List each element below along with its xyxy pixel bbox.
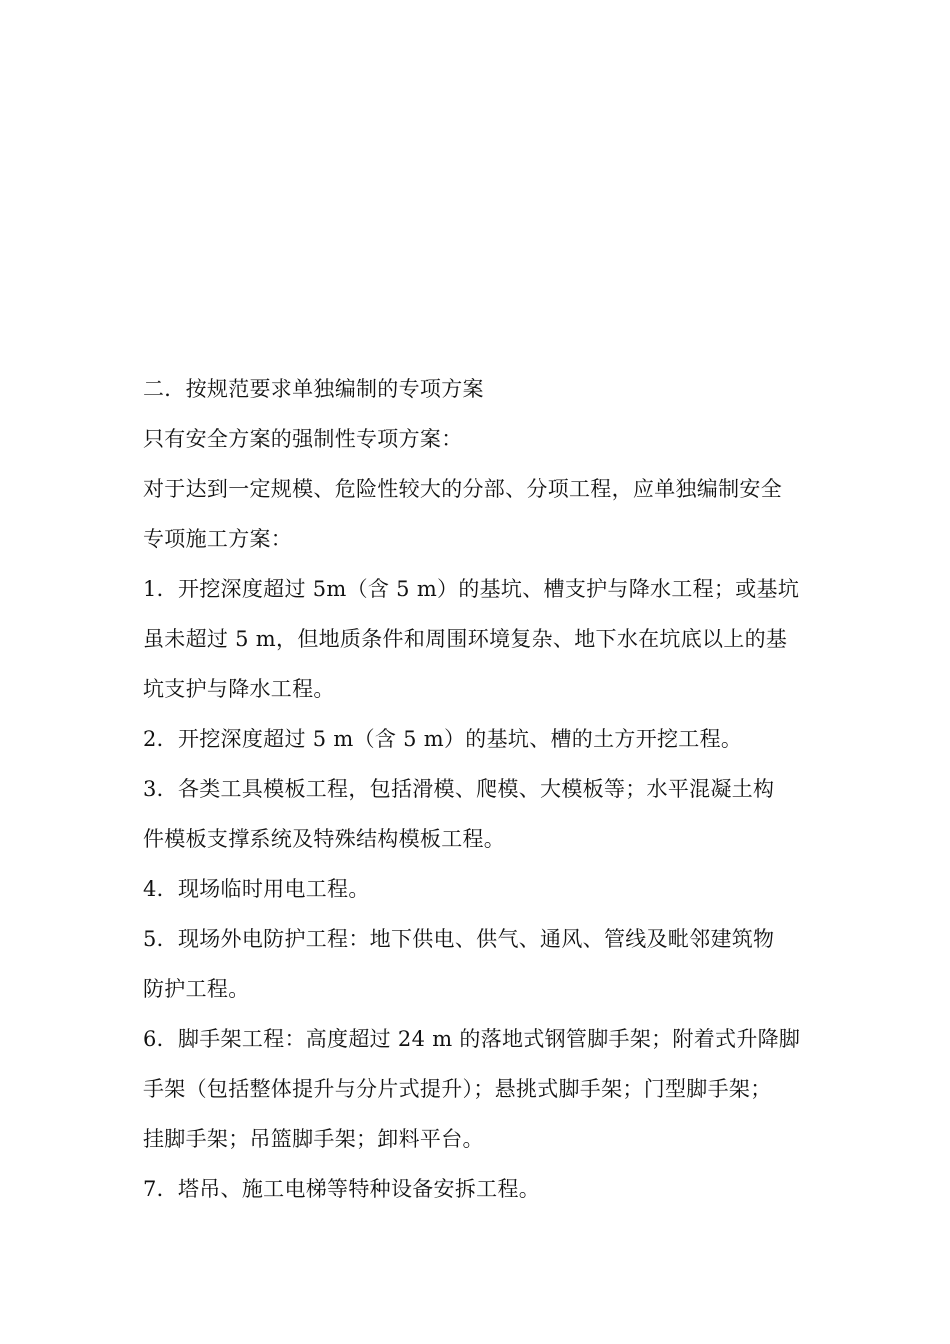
paragraph-line: 只有安全方案的强制性专项方案： xyxy=(143,427,463,451)
list-item-line: 手架（包括整体提升与分片式提升）；悬挑式脚手架；门型脚手架； xyxy=(143,1077,772,1101)
list-item-line: 7．塔吊、施工电梯等特种设备安拆工程。 xyxy=(143,1177,541,1201)
list-item-line: 3．各类工具模板工程，包括滑模、爬模、大模板等；水平混凝土构 xyxy=(143,777,775,801)
list-item-line: 2．开挖深度超过 5 m（含 5 m）的基坑、槽的土方开挖工程。 xyxy=(143,727,743,751)
list-item-line: 件模板支撑系统及特殊结构模板工程。 xyxy=(143,827,506,851)
list-item-line: 虽未超过 5 m，但地质条件和周围环境复杂、地下水在坑底以上的基 xyxy=(143,627,788,651)
list-item-line: 1．开挖深度超过 5m（含 5 m）的基坑、槽支护与降水工程；或基坑 xyxy=(143,577,800,601)
list-item-line: 4．现场临时用电工程。 xyxy=(143,877,370,901)
list-item-line: 防护工程。 xyxy=(143,977,250,1001)
list-item-line: 5．现场外电防护工程：地下供电、供气、通风、管线及毗邻建筑物 xyxy=(143,927,775,951)
paragraph-line: 对于达到一定规模、危险性较大的分部、分项工程，应单独编制安全 xyxy=(143,477,782,501)
paragraph-line: 专项施工方案： xyxy=(143,527,293,551)
list-item-line: 6．脚手架工程：高度超过 24 m 的落地式钢管脚手架；附着式升降脚 xyxy=(143,1027,801,1051)
section-heading: 二．按规范要求单独编制的专项方案 xyxy=(143,377,484,401)
document-body xyxy=(143,364,811,1214)
list-item-line: 坑支护与降水工程。 xyxy=(143,677,335,701)
list-item-line: 挂脚手架；吊篮脚手架；卸料平台。 xyxy=(143,1127,484,1151)
